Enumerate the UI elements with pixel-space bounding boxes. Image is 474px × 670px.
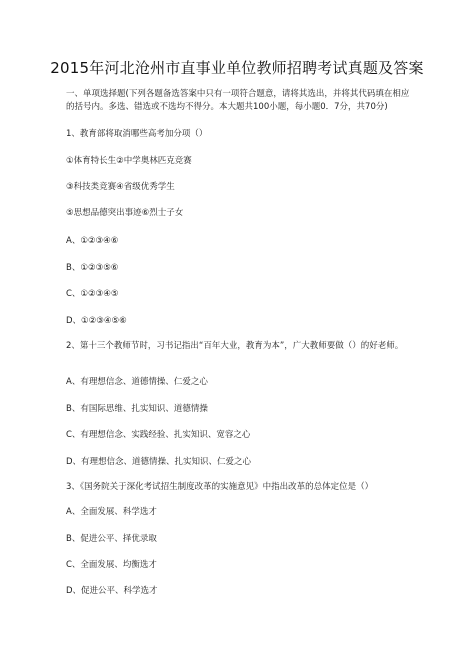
option-c: C、①②③④⑤ (66, 289, 119, 299)
option-a: A、全面发展、科学选才 (66, 507, 157, 517)
question-stem-1: 1、教育部将取消哪些高考加分项（） (66, 129, 208, 139)
option-a: A、有理想信念、道德情操、仁爱之心 (66, 377, 208, 387)
option-d: D、促进公平、科学选才 (66, 586, 158, 596)
question-stem-3: 3、《国务院关于深化考试招生制度改革的实施意见》中指出改革的总体定位是（） (66, 482, 374, 492)
question-stem-2: 2、第十三个教师节时，习书记指出“百年大业，教育为本”，广大教师要做（）的好老师。 (66, 341, 404, 351)
option-c: C、有理想信念、实践经验、扎实知识、宽容之心 (66, 430, 251, 440)
document-title: 2015年河北沧州市直事业单位教师招聘考试真题及答案 (50, 59, 424, 77)
option-a: A、①②③④⑥ (66, 236, 119, 246)
section-instructions: 一、单项选择题(下列各题备选答案中只有一项符合题意，请将其选出，并将其代码填在相应的括号内。多选、错选或不选均不得分。本大题共100小题，每小题0．7分，共70分) (66, 89, 410, 112)
option-b: B、有国际思维、扎实知识、道德情操 (66, 404, 208, 414)
option-b: B、①②③⑤⑥ (66, 263, 119, 273)
question-item: ①体育特长生②中学奥林匹克竞赛 (66, 156, 192, 166)
question-item: ③科技类竞赛④省级优秀学生 (66, 182, 175, 192)
option-c: C、全面发展、均衡选才 (66, 560, 157, 570)
question-item: ⑤思想品德突出事迹⑥烈士子女 (66, 208, 184, 218)
option-d: D、①②③④⑤⑥ (66, 316, 127, 326)
option-b: B、促进公平、择优录取 (66, 534, 157, 544)
option-d: D、有理想信念、道德情操、扎实知识、仁爱之心 (66, 457, 252, 467)
